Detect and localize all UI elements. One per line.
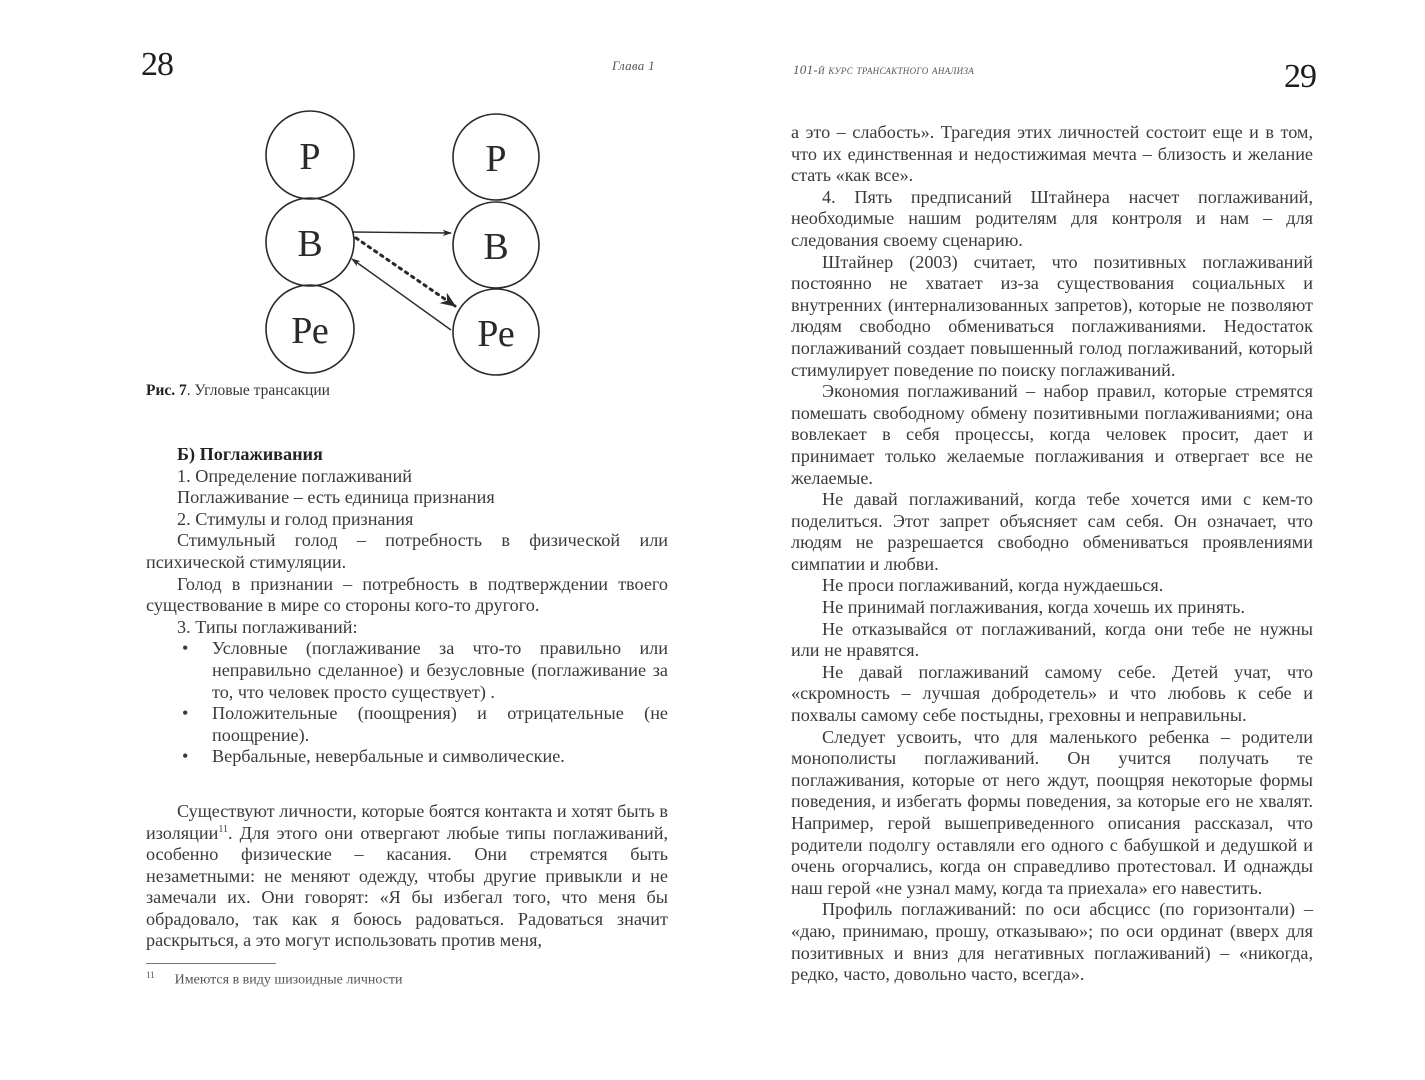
right-adult-label: В	[483, 226, 509, 268]
paragraph-text: . Для этого они отвергают любые типы поглаживаний, особенно физические – касания. Они стремятся быть незаметными: не меняют одежду, чтобы другие привыкли и не замечали их. Они говорят: «Я бы избегал того, что меня бы обрадовало, так как я боюсь радоваться. Радоваться значит раскрыться, а это могут использовать против меня,	[146, 822, 668, 951]
paragraph: Не проси поглаживаний, когда нуждаешься.	[822, 575, 1164, 596]
paragraph: а это – слабость». Трагедия этих личностей состоит еще и в том, что их единственная и недостижимая мечта – близость и желание стать «как все».	[791, 122, 1313, 186]
left-adult-label: В	[297, 223, 323, 265]
footnote	[146, 970, 403, 989]
right-parent-label: Р	[485, 138, 507, 180]
bullet-icon: •	[182, 703, 189, 724]
right-page-body	[791, 122, 1313, 986]
left-child-label: Ре	[291, 310, 329, 352]
right-page-number: 29	[1284, 58, 1316, 95]
right-running-head: 101-й курс трансактного анализа	[793, 62, 975, 77]
left-running-head: Глава 1	[612, 58, 655, 73]
footnote-number: 11	[146, 970, 155, 980]
paragraph: Следует усвоить, что для маленького ребенка – родители монополисты поглаживаний. Он учится получать те поглаживания, которые от него ждут, поощряя некоторые формы поведения, и избегать формы поведения, за которые его не хвалят. Например, герой вышеприведенного описания рассказал, что родители подолгу оставляли его одного с бабушкой и дедушкой и очень огорчались, когда он справедливо протестовал. И однажды наш герой «не узнал маму, когда та приехала» его навестить.	[791, 726, 1313, 898]
left-page-number: 28	[141, 46, 173, 83]
footnote-reference[interactable]: 11	[218, 823, 228, 835]
bullet-icon: •	[182, 746, 189, 767]
paragraph: Стимульный голод – потребность в физической или психической стимуляции.	[146, 530, 668, 572]
paragraph: 4. Пять предписаний Штайнера насчет поглаживаний, необходимые нашим родителям для контроля и нам – для следования своему сценарию.	[791, 186, 1313, 250]
paragraph: Голод в признании – потребность в подтверждении твоего существование в мире со стороны кого-то другого.	[146, 573, 668, 616]
list-item-text: Вербальные, невербальные и символические.	[212, 746, 565, 767]
stroke-types-list	[146, 638, 668, 768]
bullet-icon: •	[182, 638, 189, 659]
figure-caption-text: . Угловые трансакции	[186, 382, 330, 399]
paragraph: Не принимай поглаживания, когда хочешь их принять.	[822, 597, 1246, 618]
paragraph: Штайнер (2003) считает, что позитивных поглаживаний постоянно не хватает из-за существования социальных и внутренних (интернализованных запретов), которые не позволяют людям свободно обмениваться поглаживаниями. Недостаток поглаживаний создает повышенный голод поглаживаний, который стимулирует поведение по поиску поглаживаний.	[791, 251, 1313, 380]
paragraph: Профиль поглаживаний: по оси абсцисс (по горизонтали) – «даю, принимаю, прошу, отказываю»; по оси ординат (вверх для позитивных и вниз для негативных поглаживаний) – «никогда, редко, часто, довольно часто, всегда».	[791, 899, 1313, 985]
footnote-divider	[146, 963, 276, 964]
footnote-text: Имеются в виду шизоидные личности	[174, 972, 403, 988]
figure-caption-label: Рис. 7	[146, 382, 187, 399]
list-item-text: Положительные (поощрения) и отрицательные (не поощрение).	[212, 703, 668, 745]
paragraph	[146, 801, 668, 952]
left-page-body	[146, 444, 668, 952]
definition-text: Поглаживание – есть единица признания	[177, 487, 495, 508]
ego-state-diagram	[240, 100, 580, 390]
paragraph: Не давай поглаживаний самому себе. Детей учат, что «скромность – лучшая добродетель» и что любовь к себе и похвалы самому себе постыдны, греховны и неправильны.	[791, 661, 1313, 726]
list-item	[146, 703, 668, 746]
list-item	[146, 638, 668, 703]
types-heading: 3. Типы поглаживаний:	[177, 616, 358, 637]
paragraph: Экономия поглаживаний – набор правил, которые стремятся помешать свободному обмену позитивными поглаживаниями; она вовлекает в себя процессы, когда человек просит, дает и принимает только желаемые поглаживания и отвергает все не желаемые.	[791, 381, 1313, 488]
section-heading: Б) Поглаживания	[177, 444, 323, 464]
definition-heading: 1. Определение поглаживаний	[177, 465, 412, 486]
right-child-label: Ре	[477, 313, 515, 355]
list-item	[146, 746, 668, 768]
list-item-text: Условные (поглаживание за что-то правильно или неправильно сделанное) и безусловные (поглаживание за то, что человек просто существует) .	[212, 638, 668, 702]
adult-to-adult-arrow	[352, 232, 451, 233]
paragraph: Не отказывайся от поглаживаний, когда они тебе не нужны или не нравятся.	[791, 618, 1313, 661]
paragraph-text: Существуют личности, которые боятся контакта и хотят быть в изоляции	[146, 800, 668, 843]
paragraph: Не давай поглаживаний, когда тебе хочется ими с кем-то поделиться. Этот запрет объясняет сам себя. Он означает, что людям не разрешается свободно обмениваться проявлениями симпатии и любви.	[791, 489, 1313, 574]
left-parent-label: Р	[299, 136, 321, 178]
stimuli-heading: 2. Стимулы и голод признания	[177, 508, 414, 529]
figure-caption	[146, 382, 330, 400]
